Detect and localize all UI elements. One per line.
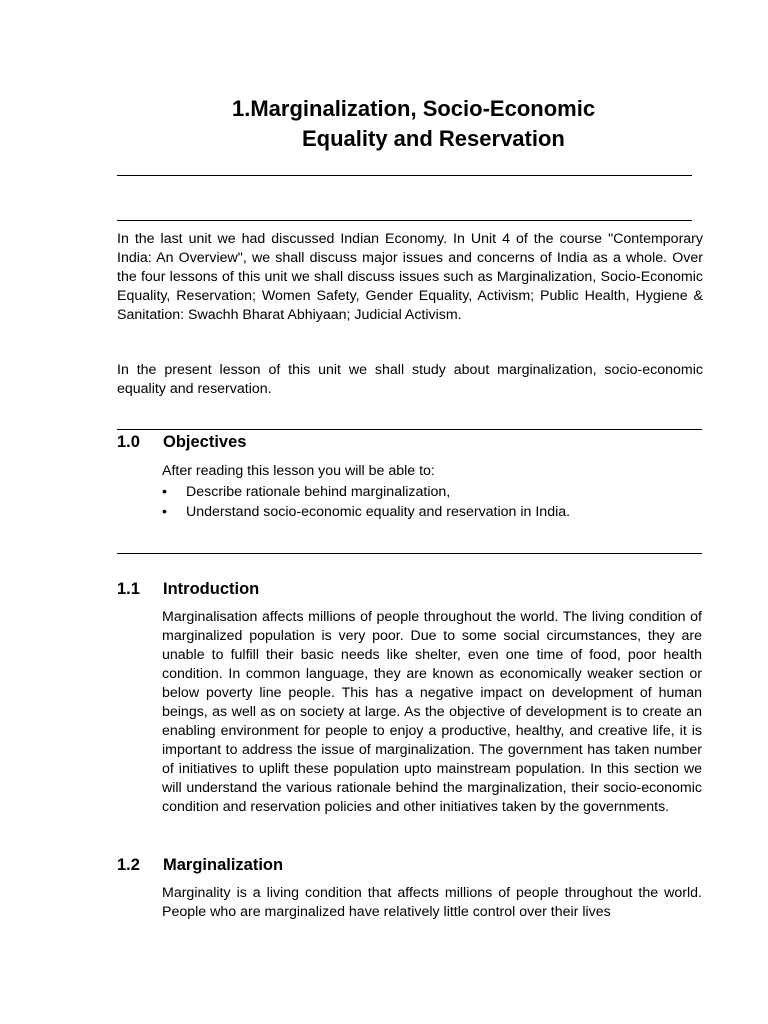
section-heading-objectives (117, 432, 246, 452)
title-line-1: 1.Marginalization, Socio-Economic (232, 96, 596, 121)
section-title: Marginalization (163, 856, 284, 874)
section-title: Introduction (163, 580, 260, 598)
list-item-text: Describe rationale behind marginalization, (186, 484, 451, 500)
list-item (162, 502, 702, 522)
section-heading-marginalization (117, 855, 283, 875)
section-heading-introduction (117, 579, 259, 599)
list-item (162, 482, 702, 502)
title-line-2: Equality and Reservation (302, 126, 565, 151)
objectives-list (162, 482, 702, 522)
marginalization-body: Marginality is a living condition that affects millions of people throughout the world. People who are marginalized have relatively little control over their lives (162, 885, 702, 920)
divider-rule (117, 175, 692, 176)
divider-rule (117, 220, 692, 221)
section-number: 1.1 (117, 580, 140, 598)
page-title (0, 94, 768, 154)
divider-rule (117, 553, 702, 554)
bullet-icon: • (162, 484, 167, 500)
bullet-icon: • (162, 504, 167, 520)
section-number: 1.0 (117, 433, 140, 451)
introduction-body: Marginalisation affects millions of people throughout the world. The living condition of marginalized population is very poor. Due to some social circumstances, they are unable to fulfill their basic needs like shelter, even one time of food, poor health condition. In common language, they are known as economically weaker section or below poverty line people. This has a negative impact on development of human beings, as well as on society at large. As the objective of development is to create an enabling environment for people to enjoy a productive, healthy, and creative life, it is important to address the issue of marginalization. The government has taken number of initiatives to uplift these population upto mainstream population. In this section we will understand the various rationale behind the marginalization, their socio-economic condition and reservation policies and other initiatives taken by the governments. (162, 609, 702, 815)
section-title: Objectives (163, 433, 247, 451)
objectives-lead: After reading this lesson you will be able to: (162, 463, 435, 479)
section-number: 1.2 (117, 856, 140, 874)
divider-rule (117, 429, 702, 430)
lesson-paragraph: In the present lesson of this unit we shall study about marginalization, socio-economic equality and reservation. (117, 362, 703, 397)
list-item-text: Understand socio-economic equality and reservation in India. (186, 504, 571, 520)
intro-paragraph: In the last unit we had discussed Indian Economy. In Unit 4 of the course "Contemporary India: An Overview", we shall discuss major issues and concerns of India as a whole. Over the four lessons of this unit we shall discuss issues such as Marginalization, Socio-Economic Equality, Reservation; Women Safety, Gender Equality, Activism; Public Health, Hygiene & Sanitation: Swachh Bharat Abhiyaan; Judicial Activism. (117, 231, 703, 323)
